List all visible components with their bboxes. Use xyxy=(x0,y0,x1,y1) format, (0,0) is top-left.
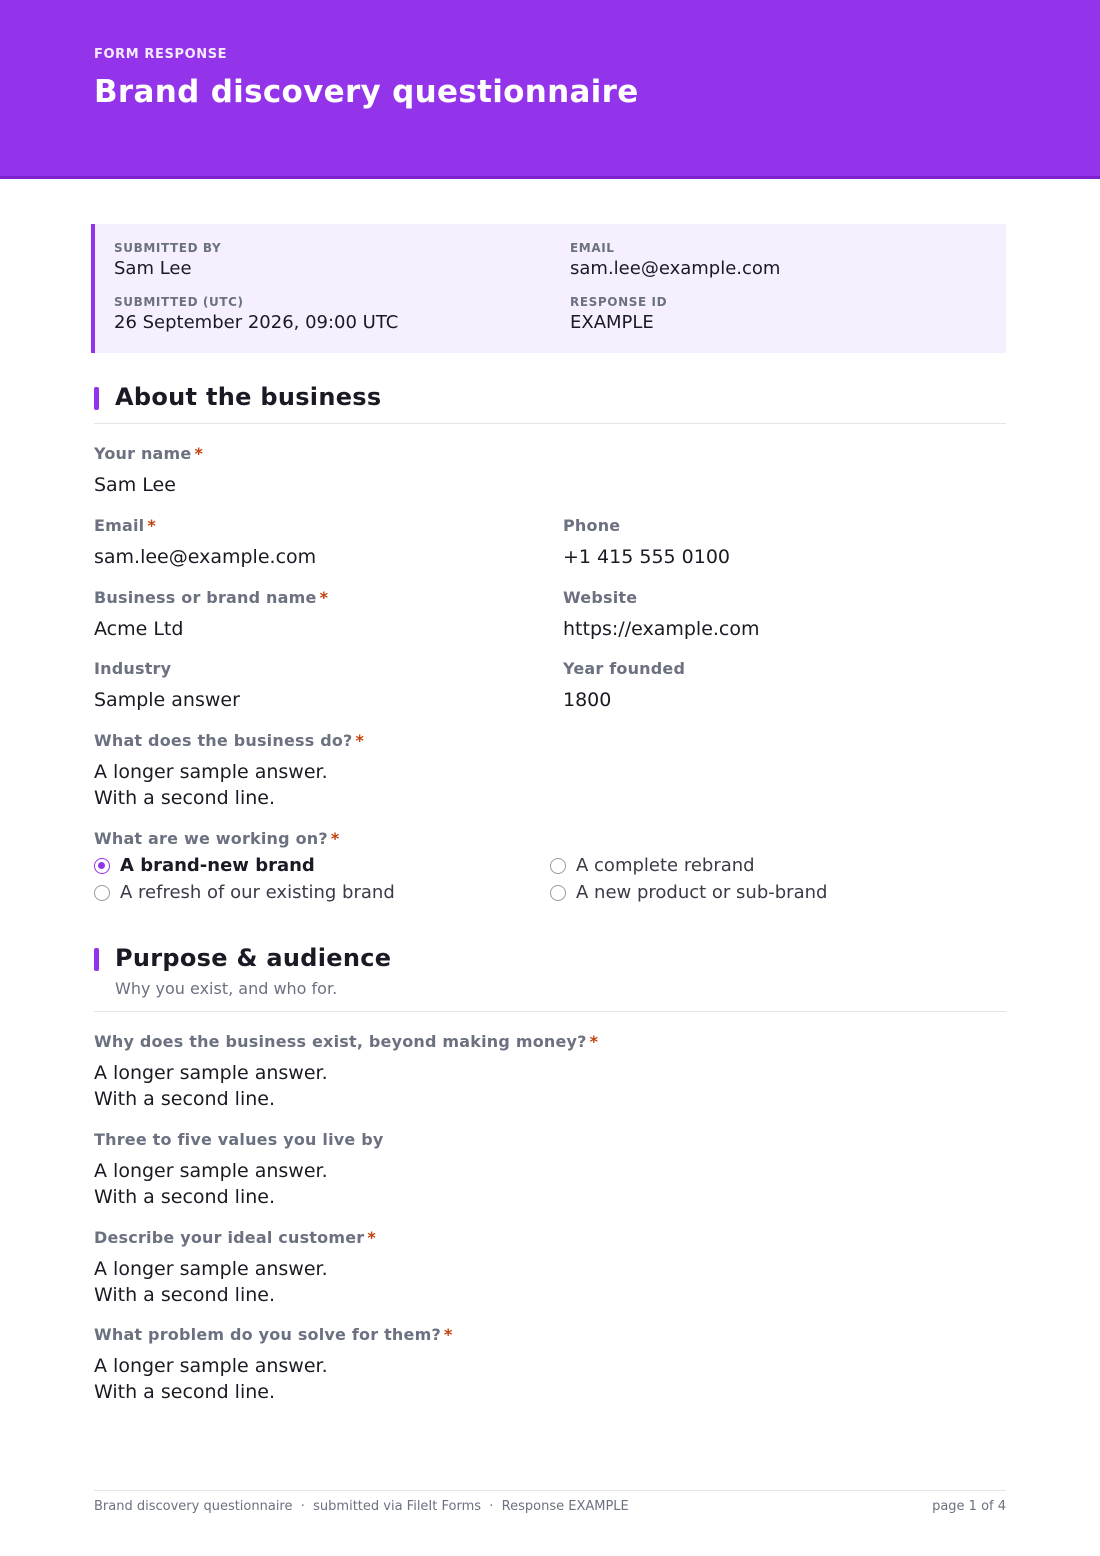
field-industry xyxy=(94,659,240,713)
field-value: A longer sample answer. With a second line. xyxy=(94,761,328,809)
radio-label: A brand-new brand xyxy=(120,855,315,876)
field-label: Phone xyxy=(563,516,621,535)
field-values xyxy=(94,1130,384,1210)
meta-value: EXAMPLE xyxy=(570,312,654,333)
radio-label: A refresh of our existing brand xyxy=(120,882,395,903)
field-label: Website xyxy=(563,588,638,607)
field-business-purpose xyxy=(94,1032,598,1112)
section-accent-bar xyxy=(94,387,99,410)
radio-option-new-product xyxy=(550,882,827,903)
meta-submitted-time xyxy=(114,295,398,333)
radio-label: A new product or sub-brand xyxy=(576,882,828,903)
meta-submitted-by xyxy=(114,241,221,279)
field-value: Sample answer xyxy=(94,689,240,711)
required-marker: * xyxy=(589,1032,599,1051)
meta-value: 26 September 2026, 09:00 UTC xyxy=(114,312,399,333)
field-label: Email * xyxy=(94,516,156,535)
page-number: page 1 of 4 xyxy=(932,1499,1006,1514)
page-title: Brand discovery questionnaire xyxy=(94,74,639,110)
field-value: Acme Ltd xyxy=(94,618,184,640)
field-label: Your name * xyxy=(94,444,204,463)
meta-email xyxy=(570,241,780,279)
radio-option-complete-rebrand xyxy=(550,855,755,876)
meta-label: RESPONSE ID xyxy=(570,295,668,309)
radio-option-refresh xyxy=(94,882,395,903)
field-business-description xyxy=(94,731,364,811)
section-accent-bar xyxy=(94,948,99,971)
field-problem-solved xyxy=(94,1325,453,1405)
footer-info: Brand discovery questionnaire · submitted via FileIt Forms · Response EXAMPLE xyxy=(94,1499,629,1514)
section-title: About the business xyxy=(115,383,382,411)
field-label: Business or brand name * xyxy=(94,588,329,607)
field-label: What problem do you solve for them? * xyxy=(94,1325,453,1344)
page-footer xyxy=(94,1490,1006,1514)
field-label: Describe your ideal customer * xyxy=(94,1228,376,1247)
field-website xyxy=(563,588,760,642)
radio-unselected-icon xyxy=(94,885,110,901)
field-label: Year founded xyxy=(563,659,686,678)
required-marker: * xyxy=(330,829,340,848)
meta-value: Sam Lee xyxy=(114,258,192,279)
radio-option-brand-new xyxy=(94,855,315,876)
required-marker: * xyxy=(147,516,156,535)
meta-label: SUBMITTED (UTC) xyxy=(114,295,244,309)
field-label: What are we working on? * xyxy=(94,829,340,848)
field-value: +1 415 555 0100 xyxy=(563,546,731,568)
section-subtitle: Why you exist, and who for. xyxy=(115,979,338,998)
field-value: A longer sample answer. With a second line. xyxy=(94,1355,328,1403)
field-value: A longer sample answer. With a second line. xyxy=(94,1258,328,1306)
required-marker: * xyxy=(367,1228,376,1247)
field-business-name xyxy=(94,588,328,642)
meta-value: sam.lee@example.com xyxy=(570,258,781,279)
header-eyebrow: FORM RESPONSE xyxy=(94,47,228,62)
field-value: 1800 xyxy=(563,689,612,711)
required-marker: * xyxy=(443,1325,453,1344)
header-banner xyxy=(0,0,1100,179)
meta-label: SUBMITTED BY xyxy=(114,241,222,255)
field-your-name xyxy=(94,444,203,498)
radio-unselected-icon xyxy=(550,858,566,874)
field-label: What does the business do? * xyxy=(94,731,365,750)
radio-unselected-icon xyxy=(550,885,566,901)
section-header-about-business xyxy=(94,383,1006,424)
field-label: Why does the business exist, beyond making money? * xyxy=(94,1032,599,1051)
field-email xyxy=(94,516,316,570)
field-ideal-customer xyxy=(94,1228,376,1308)
radio-label: A complete rebrand xyxy=(576,855,755,876)
submission-meta-panel xyxy=(91,224,1006,353)
section-title: Purpose & audience xyxy=(115,944,392,972)
required-marker: * xyxy=(319,588,329,607)
meta-response-id xyxy=(570,295,667,333)
field-year-founded xyxy=(563,659,685,713)
field-value: Sam Lee xyxy=(94,474,176,496)
section-header-purpose-audience xyxy=(94,944,1006,1012)
field-label: Industry xyxy=(94,659,172,678)
required-marker: * xyxy=(355,731,365,750)
field-value: A longer sample answer. With a second line. xyxy=(94,1062,328,1110)
meta-label: EMAIL xyxy=(570,241,615,255)
field-value: sam.lee@example.com xyxy=(94,546,317,568)
field-label: Three to five values you live by xyxy=(94,1130,384,1149)
field-value: https://example.com xyxy=(563,618,760,640)
required-marker: * xyxy=(194,444,204,463)
field-phone xyxy=(563,516,730,570)
field-working-on xyxy=(94,829,339,848)
field-value: A longer sample answer. With a second line. xyxy=(94,1160,328,1208)
radio-selected-icon xyxy=(94,858,110,874)
